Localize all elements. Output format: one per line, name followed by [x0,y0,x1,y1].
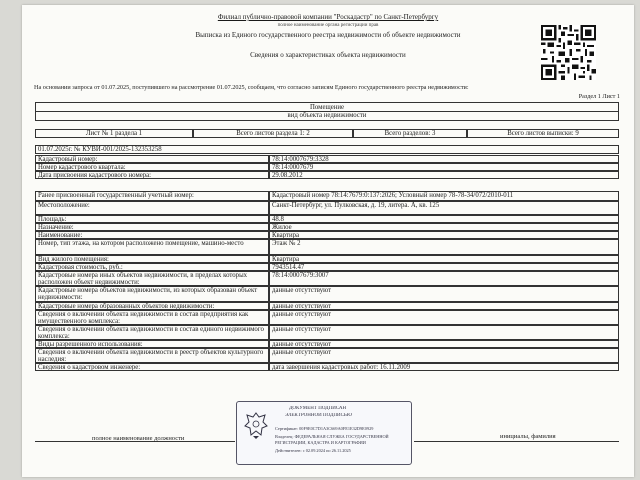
sheet-number: Лист № 1 раздела 1 [35,129,193,138]
row-label: Ранее присвоенный государственный учетный номер: [35,191,269,201]
row-label: Дата присвоения кадастрового номера: [35,171,269,179]
name-line [414,441,619,442]
object-type-box [35,102,619,121]
statement-sheets-total: Всего листов выписки: 9 [467,129,619,138]
row-value: 78:14:0007679:3328 [269,155,619,163]
qr-code [541,25,596,80]
row-label: Сведения о включении объекта недвижимости в состав предприятия как имущественного комплекса: [35,310,269,325]
row-value: данные отсутствуют [269,310,619,325]
row-value: данные отсутствуют [269,340,619,348]
stamp-owner: Владелец: ФЕДЕРАЛЬНАЯ СЛУЖБА ГОСУДАРСТВЕННОЙ [275,434,389,439]
request-intro: На основании запроса от 01.07.2025, поступившего на рассмотрение 01.07.2025, сообщаем, что согласно записям Единого государственного реестра недвижимости: [34,84,469,91]
row-value: 29.08.2012 [269,171,619,179]
stamp-certificate: Сертификат: 00F9E0C7D1A3C669A0FE1E32D9E0929 [275,426,374,431]
row-label: Вид жилого помещения: [35,255,269,263]
row-label: Номер кадастрового квартала: [35,163,269,171]
sections-total: Всего разделов: 3 [353,129,467,138]
stamp-line-2: ЭЛЕКТРОННОЙ ПОДПИСЬЮ [285,413,352,418]
stamp-owner-continued: РЕГИСТРАЦИИ, КАДАСТРА И КАРТОГРАФИИ [275,440,366,445]
row-label: Кадастровая стоимость, руб.: [35,263,269,271]
row-label: Номер, тип этажа, на котором расположено помещение, машино-место [35,239,269,255]
section-reference: Раздел 1 Лист 1 [578,93,620,100]
authority-caption: полное наименование органа регистрации прав [277,23,379,28]
document-subtitle: Сведения о характеристиках объекта недвижимости [250,51,406,59]
row-label: Сведения о включении объекта недвижимости в реестр объектов культурного наследия: [35,348,269,363]
row-value: 78:14:0007679 [269,163,619,171]
row-value: Квартира [269,255,619,263]
row-value: данные отсутствуют [269,325,619,340]
emblem-icon [243,410,269,440]
row-label: Кадастровые номера иных объектов недвижимости, в пределах которых расположен объект недвижимости: [35,271,269,286]
stamp-line-1: ДОКУМЕНТ ПОДПИСАН [289,406,347,411]
row-label: Местоположение: [35,201,269,215]
row-value: Жилое [269,223,619,231]
row-label: Виды разрешенного использования: [35,340,269,348]
record-number: 01.07.2025г. № КУВИ-001/2025-132353258 [35,145,619,154]
row-label: Назначение: [35,223,269,231]
document-page [22,5,634,477]
row-value: Санкт-Петербург, ул. Пулковская, д. 19, литера. А, кв. 125 [269,201,619,215]
name-caption: инициалы, фамилия [500,433,556,440]
object-type-caption: вид объекта недвижимости [36,111,618,119]
document-title: Выписка из Единого государственного реестра недвижимости об объекте недвижимости [195,31,461,39]
electronic-signature-stamp [236,401,412,465]
object-type: Помещение [309,104,345,111]
branch-name: Филиал публично-правовой компании "Роскадастр" по Санкт-Петербургу [217,13,439,21]
row-value: 48.8 [269,215,619,223]
row-value: Этаж № 2 [269,239,619,255]
row-value: Квартира [269,231,619,239]
row-value: Кадастровый номер 78:14:7679:0:137:2026; Условный номер 78-78-34/072/2010-011 [269,191,619,201]
row-value: данные отсутствуют [269,302,619,310]
row-label: Кадастровый номер: [35,155,269,163]
section-sheet-count: Всего листов раздела 1: 2 [193,129,353,138]
row-value: 78:14:0007679:3007 [269,271,619,286]
row-label: Площадь: [35,215,269,223]
position-caption: полное наименование должности [92,435,185,442]
row-value: данные отсутствуют [269,348,619,363]
row-label: Сведения о кадастровом инженере: [35,363,269,371]
row-value: 7943514.47 [269,263,619,271]
stamp-validity: Действителен: с 02.09.2024 по 26.11.2025 [275,448,351,453]
row-label: Наименование: [35,231,269,239]
row-label: Кадастровые номера образованных объектов недвижимости: [35,302,269,310]
row-value: данные отсутствуют [269,286,619,302]
row-label: Кадастровые номера объектов недвижимости, из которых образован объект недвижимости: [35,286,269,302]
row-value: дата завершения кадастровых работ: 16.11.2009 [269,363,619,371]
row-label: Сведения о включении объекта недвижимости в состав единого недвижимого комплекса: [35,325,269,340]
